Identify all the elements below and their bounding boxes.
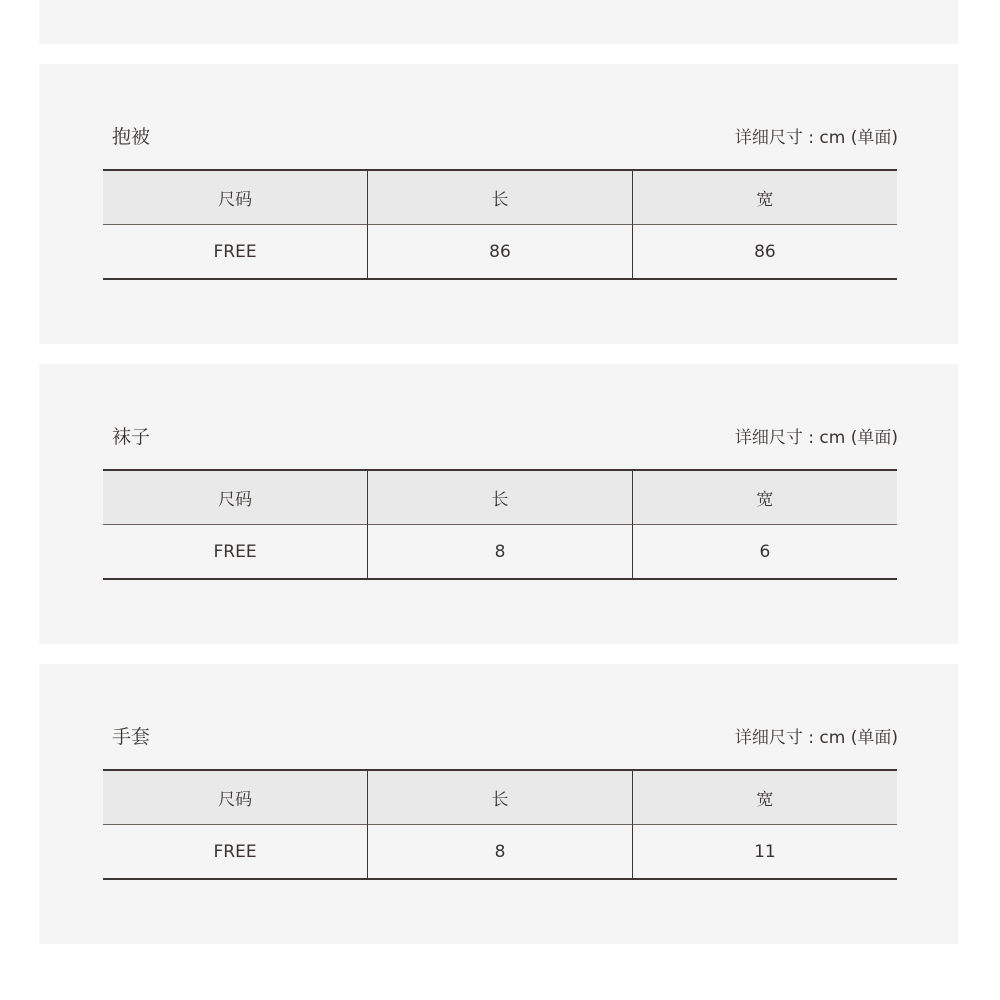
section-title: 袜子 <box>112 426 151 448</box>
table-row <box>103 825 897 880</box>
cell-length: 86 <box>368 225 633 280</box>
header-width: 宽 <box>632 170 897 225</box>
table-header-row <box>103 770 897 825</box>
cell-width: 6 <box>632 525 897 580</box>
header-width: 宽 <box>632 770 897 825</box>
cell-width: 11 <box>632 825 897 880</box>
size-table <box>103 169 897 280</box>
table-header-row <box>103 170 897 225</box>
section-title: 抱被 <box>112 126 151 148</box>
section-title: 手套 <box>112 726 151 748</box>
cell-length: 8 <box>368 825 633 880</box>
unit-label: 详细尺寸 : cm (单面) <box>734 128 898 148</box>
size-section-socks <box>39 364 958 644</box>
unit-label: 详细尺寸 : cm (单面) <box>734 728 898 748</box>
cell-size: FREE <box>213 841 257 862</box>
cell-length: 8 <box>368 525 633 580</box>
header-size: 尺码 <box>218 490 253 510</box>
size-table <box>103 469 897 580</box>
header-size: 尺码 <box>218 190 253 210</box>
previous-section-panel <box>39 0 958 44</box>
header-length: 长 <box>368 170 633 225</box>
header-length: 长 <box>368 470 633 525</box>
header-length: 长 <box>368 770 633 825</box>
table-row <box>103 225 897 280</box>
cell-size: FREE <box>213 241 257 262</box>
header-width: 宽 <box>632 470 897 525</box>
unit-label: 详细尺寸 : cm (单面) <box>734 428 898 448</box>
size-section-blanket <box>39 64 958 344</box>
table-row <box>103 525 897 580</box>
table-header-row <box>103 470 897 525</box>
cell-size: FREE <box>213 541 257 562</box>
size-section-gloves <box>39 664 958 944</box>
size-table <box>103 769 897 880</box>
header-size: 尺码 <box>218 790 253 810</box>
cell-width: 86 <box>632 225 897 280</box>
